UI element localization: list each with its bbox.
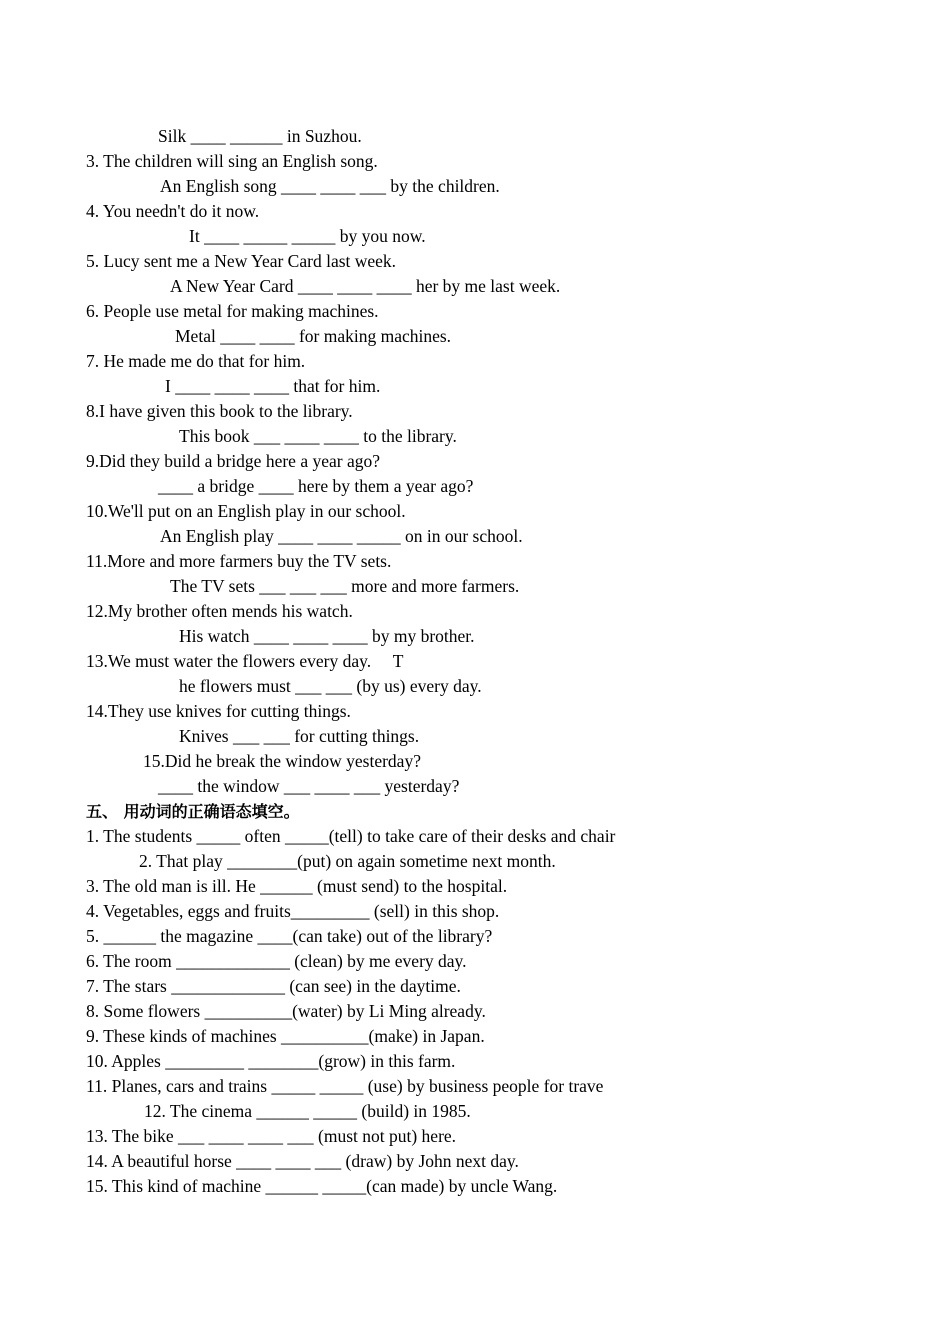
question-line-7: 7. He made me do that for him. [86, 351, 306, 371]
answer-line-3: An English song ____ ____ ___ by the children. [160, 176, 500, 196]
answer-line-9: ____ a bridge ____ here by them a year ago? [158, 476, 474, 496]
question-line-10: 10.We'll put on an English play in our school. [86, 501, 406, 521]
answer-line-12: His watch ____ ____ ____ by my brother. [179, 626, 475, 646]
question-line-14: 14.They use knives for cutting things. [86, 701, 351, 721]
answer-line-14: Knives ___ ___ for cutting things. [179, 726, 420, 746]
answer-line-5: A New Year Card ____ ____ ____ her by me last week. [170, 276, 561, 296]
exercise-item-11: 11. Planes, cars and trains _____ _____ (use) by business people for trave [86, 1076, 604, 1096]
question-line-11: 11.More and more farmers buy the TV sets. [86, 551, 392, 571]
question-line-15: 15.Did he break the window yesterday? [143, 751, 421, 771]
answer-line-15: ____ the window ___ ____ ___ yesterday? [158, 776, 460, 796]
exercise-item-2: 2. That play ________(put) on again sometime next month. [139, 851, 556, 871]
exercise-item-1: 1. The students _____ often _____(tell) to take care of their desks and chair [86, 826, 616, 846]
answer-line-2: Silk ____ ______ in Suzhou. [158, 126, 362, 146]
exercise-item-5: 5. ______ the magazine ____(can take) out of the library? [86, 926, 493, 946]
answer-line-8: This book ___ ____ ____ to the library. [179, 426, 457, 446]
question-line-6: 6. People use metal for making machines. [86, 301, 379, 321]
question-line-12: 12.My brother often mends his watch. [86, 601, 353, 621]
answer-line-13: he flowers must ___ ___ (by us) every day. [179, 676, 482, 696]
exercise-item-10: 10. Apples _________ ________(grow) in this farm. [86, 1051, 456, 1071]
question-line-3: 3. The children will sing an English song. [86, 151, 378, 171]
exercise-item-3: 3. The old man is ill. He ______ (must send) to the hospital. [86, 876, 508, 896]
answer-line-6: Metal ____ ____ for making machines. [175, 326, 452, 346]
exercise-item-8: 8. Some flowers __________(water) by Li Ming already. [86, 1001, 486, 1021]
exercise-item-6: 6. The room _____________ (clean) by me every day. [86, 951, 467, 971]
answer-line-7: I ____ ____ ____ that for him. [165, 376, 381, 396]
exercise-item-14: 14. A beautiful horse ____ ____ ___ (draw) by John next day. [86, 1151, 519, 1171]
exercise-item-12: 12. The cinema ______ _____ (build) in 1985. [144, 1101, 471, 1121]
exercise-item-9: 9. These kinds of machines __________(make) in Japan. [86, 1026, 485, 1046]
exercise-item-4: 4. Vegetables, eggs and fruits_________ (sell) in this shop. [86, 901, 500, 921]
question-line-8: 8.I have given this book to the library. [86, 401, 353, 421]
question-line-5: 5. Lucy sent me a New Year Card last week. [86, 251, 397, 271]
answer-line-11: The TV sets ___ ___ ___ more and more farmers. [170, 576, 520, 596]
exercise-item-7: 7. The stars _____________ (can see) in the daytime. [86, 976, 461, 996]
question-line-13: 13.We must water the flowers every day. T [86, 651, 404, 671]
exercise-item-15: 15. This kind of machine ______ _____(can made) by uncle Wang. [86, 1176, 558, 1196]
exercise-item-13: 13. The bike ___ ____ ____ ___ (must not put) here. [86, 1126, 457, 1146]
answer-line-10: An English play ____ ____ _____ on in our school. [160, 526, 523, 546]
section-five-heading: 五、 用动词的正确语态填空。 [86, 802, 300, 821]
question-line-9: 9.Did they build a bridge here a year ago? [86, 451, 380, 471]
answer-line-4: It ____ _____ _____ by you now. [189, 226, 426, 246]
question-line-4: 4. You needn't do it now. [86, 201, 260, 221]
